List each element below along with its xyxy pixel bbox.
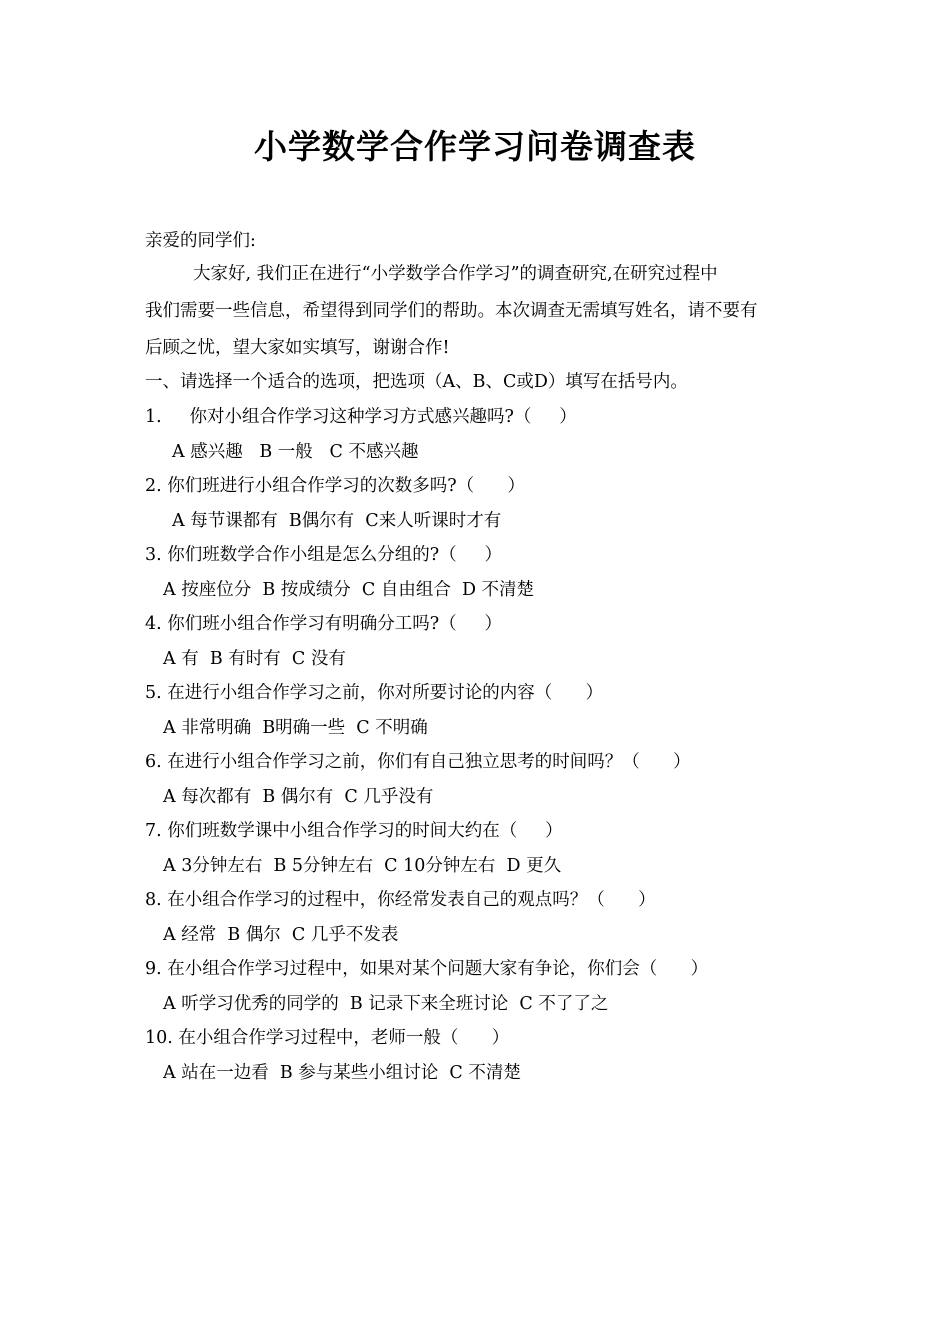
page-title: 小学数学合作学习问卷调查表 <box>254 127 696 166</box>
question-1-options: A 感兴趣 B 一般 C 不感兴趣 <box>172 442 419 462</box>
question-10-options: A 站在一边看 B 参与某些小组讨论 C 不清楚 <box>163 1063 521 1083</box>
question-2-options: A 每节课都有 B偶尔有 C来人听课时才有 <box>172 511 502 531</box>
question-2: 2. 你们班进行小组合作学习的次数多吗?（ ） <box>145 476 526 496</box>
intro-line-1: 大家好, 我们正在进行“小学数学合作学习”的调查研究,在研究过程中 <box>193 264 718 284</box>
intro-line-3: 后顾之忧，望大家如实填写，谢谢合作! <box>145 338 450 358</box>
question-9: 9. 在小组合作学习过程中，如果对某个问题大家有争论，你们会（ ） <box>145 959 709 979</box>
question-8: 8. 在小组合作学习的过程中，你经常发表自己的观点吗？（ ） <box>145 890 656 910</box>
greeting: 亲爱的同学们: <box>145 231 256 251</box>
question-8-options: A 经常 B 偶尔 C 几乎不发表 <box>163 925 399 945</box>
question-6-options: A 每次都有 B 偶尔有 C 几乎没有 <box>163 787 434 807</box>
question-7-options: A 3分钟左右 B 5分钟左右 C 10分钟左右 D 更久 <box>163 856 562 876</box>
section-heading: 一、请选择一个适合的选项，把选项（A、B、C或D）填写在括号内。 <box>145 372 688 392</box>
question-4: 4. 你们班小组合作学习有明确分工吗?（ ） <box>145 614 502 634</box>
question-4-options: A 有 B 有时有 C 没有 <box>163 649 346 669</box>
question-1: 1. 你对小组合作学习这种学习方式感兴趣吗?（ ） <box>145 407 577 427</box>
question-3: 3. 你们班数学合作小组是怎么分组的?（ ） <box>145 545 502 565</box>
question-3-options: A 按座位分 B 按成绩分 C 自由组合 D 不清楚 <box>163 580 535 600</box>
question-7: 7. 你们班数学课中小组合作学习的时间大约在（ ） <box>145 821 563 841</box>
question-9-options: A 听学习优秀的同学的 B 记录下来全班讨论 C 不了了之 <box>163 994 609 1014</box>
question-6: 6. 在进行小组合作学习之前，你们有自己独立思考的时间吗？（ ） <box>145 752 691 772</box>
question-10: 10. 在小组合作学习过程中，老师一般（ ） <box>145 1028 510 1048</box>
question-5: 5. 在进行小组合作学习之前，你对所要讨论的内容（ ） <box>145 683 604 703</box>
intro-line-2: 我们需要一些信息，希望得到同学们的帮助。本次调查无需填写姓名，请不要有 <box>145 301 758 321</box>
question-5-options: A 非常明确 B明确一些 C 不明确 <box>163 718 428 738</box>
